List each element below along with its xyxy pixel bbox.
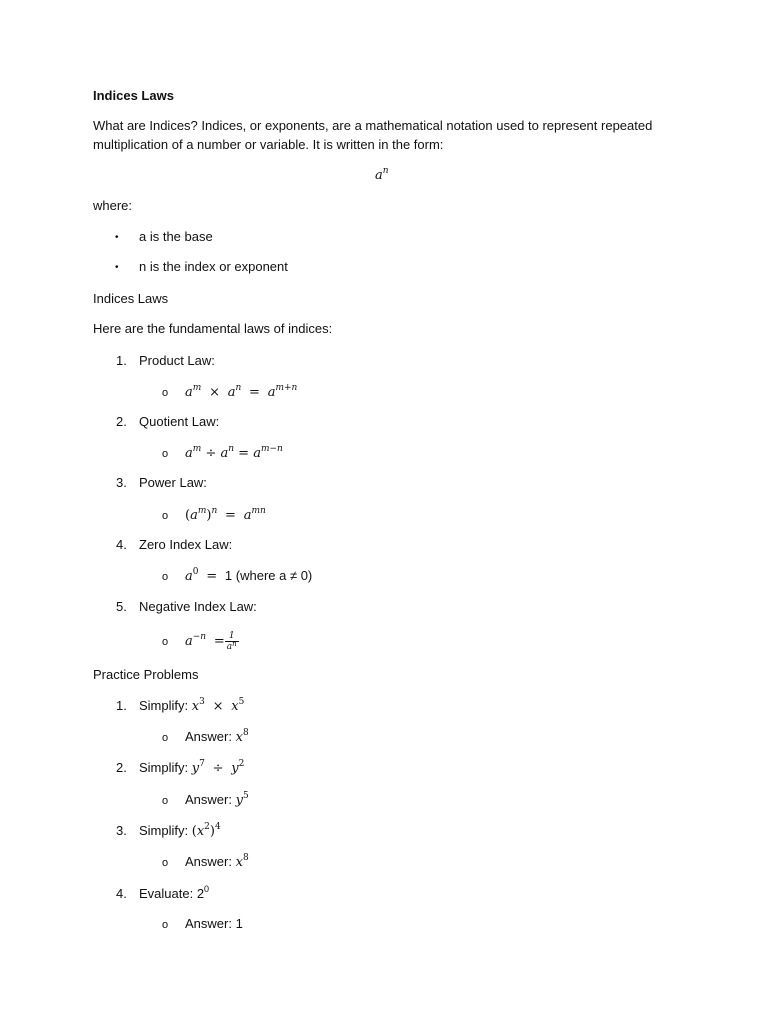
list-number: 1. <box>116 353 127 368</box>
problem-2: Simplify: $y^7 \div y^2$ <box>139 759 245 776</box>
list-number: 5. <box>116 599 127 614</box>
formula-quotient-law: $a^m \div a^n = a^{m-n}$ <box>185 444 283 461</box>
problem-1: Simplify: $x^3 \times x^5$ <box>139 697 245 714</box>
sub-bullet-marker: o <box>162 795 169 807</box>
law-name-negative-index: Negative Index Law: <box>139 599 257 614</box>
general-form-formula: $a^n$ <box>375 166 389 183</box>
problem-4: Evaluate: $2^0$ <box>139 884 210 901</box>
formula-negative-index-law: $a^{-n}$ = $\frac{1}{a^n}$ <box>185 631 237 653</box>
sub-bullet-marker: o <box>162 636 169 648</box>
sub-bullet-marker: o <box>162 857 169 869</box>
problem-3: Simplify: $(x^2)^4$ <box>139 822 221 839</box>
bullet-item-index: n is the index or exponent <box>139 259 288 274</box>
bullet-marker: • <box>115 262 119 273</box>
section-heading-practice: Practice Problems <box>93 667 199 682</box>
formula-product-law: $a^m \times a^n = a^{m+n}$ <box>185 383 298 400</box>
bullet-marker: • <box>115 232 119 243</box>
sub-bullet-marker: o <box>162 448 169 460</box>
laws-intro: Here are the fundamental laws of indices: <box>93 321 333 336</box>
list-number: 2. <box>116 760 127 775</box>
answer-4: Answer: 1 <box>185 916 243 931</box>
sub-bullet-marker: o <box>162 919 169 931</box>
sub-bullet-marker: o <box>162 571 169 583</box>
list-number: 2. <box>116 414 127 429</box>
sub-bullet-marker: o <box>162 387 169 399</box>
sub-bullet-marker: o <box>162 732 169 744</box>
law-name-zero-index: Zero Index Law: <box>139 537 233 552</box>
document-title: Indices Laws <box>93 88 174 103</box>
sub-bullet-marker: o <box>162 510 169 522</box>
intro-line-1: What are Indices? Indices, or exponents, are a mathematical notation used to represent repeated <box>93 118 653 133</box>
law-name-power: Power Law: <box>139 475 207 490</box>
answer-1: Answer: $x^8$ <box>185 728 249 745</box>
formula-power-law: $(a^m)^n = a^{mn}$ <box>185 506 266 523</box>
list-number: 3. <box>116 823 127 838</box>
bullet-item-base: a is the base <box>139 229 213 244</box>
answer-3: Answer: $x^8$ <box>185 853 249 870</box>
answer-2: Answer: $y^5$ <box>185 791 249 808</box>
law-name-product: Product Law: <box>139 353 215 368</box>
list-number: 4. <box>116 537 127 552</box>
list-number: 3. <box>116 475 127 490</box>
list-number: 4. <box>116 886 127 901</box>
intro-line-2: multiplication of a number or variable. It is written in the form: <box>93 137 444 152</box>
section-heading-laws: Indices Laws <box>93 291 169 306</box>
law-name-quotient: Quotient Law: <box>139 414 220 429</box>
where-label: where: <box>93 198 133 213</box>
list-number: 1. <box>116 698 127 713</box>
formula-zero-index-law: $a^0 = 1$ (where a ≠ 0) <box>185 567 313 584</box>
